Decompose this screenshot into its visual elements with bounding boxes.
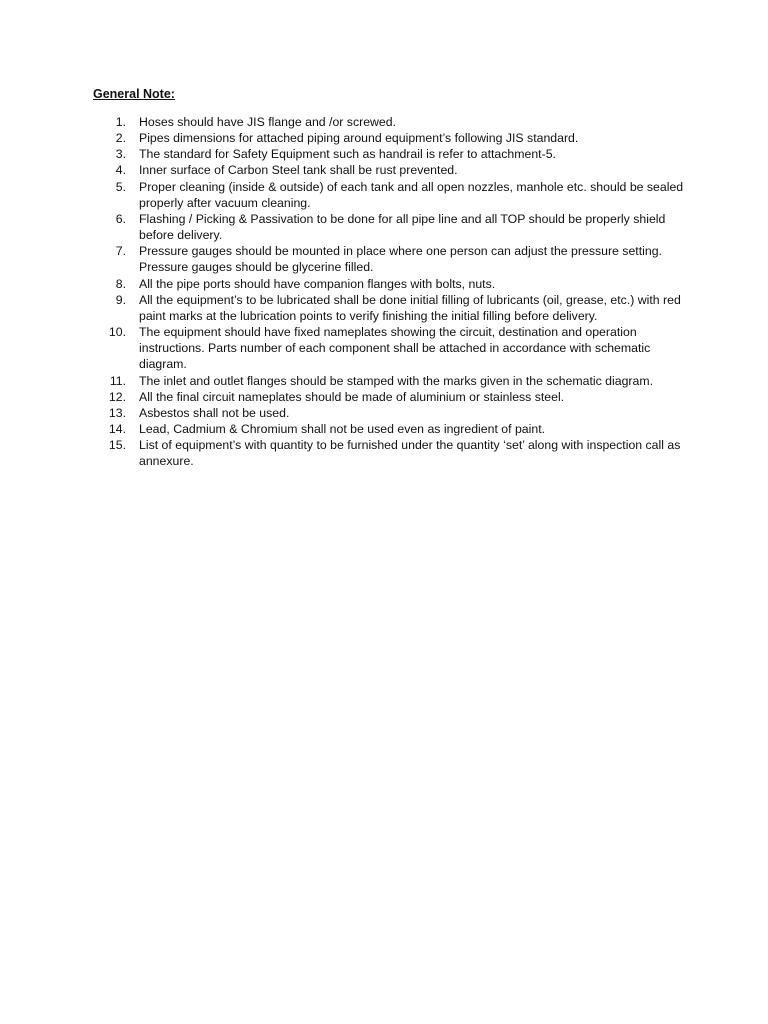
note-item-1: [0, 114, 684, 130]
note-text: Asbestos shall not be used.: [139, 405, 290, 420]
note-text: Hoses should have JIS flange and /or screwed.: [139, 115, 397, 129]
note-text: Pressure gauges should be mounted in place where one person can adjust the pressure setting. Pressure gauges should be glycerine filled.: [139, 244, 662, 275]
note-number: 5.: [115, 179, 126, 194]
note-text: The standard for Safety Equipment such as handrail is refer to attachment-5.: [139, 147, 556, 162]
note-text: The equipment should have fixed nameplates showing the circuit, destination and operation instructions. Parts number of each component shall be attached in accordance with schematic diagram.: [139, 325, 651, 372]
note-item-5: [0, 179, 684, 211]
note-item-10: [0, 324, 684, 372]
note-text: Pipes dimensions for attached piping around equipment’s following JIS standard.: [139, 131, 579, 146]
general-note-heading: General Note:: [93, 87, 175, 101]
note-number: 2.: [115, 131, 126, 146]
note-number: 7.: [115, 244, 126, 259]
note-text: List of equipment’s with quantity to be furnished under the quantity ‘set’ along with inspection call as annexure.: [139, 438, 681, 469]
note-item-13: [0, 405, 684, 421]
note-item-11: [0, 373, 684, 389]
note-number: 3.: [115, 147, 126, 162]
note-text: Inner surface of Carbon Steel tank shall be rust prevented.: [139, 163, 458, 178]
note-number: 8.: [115, 276, 126, 291]
note-number: 4.: [115, 163, 126, 178]
note-item-3: [0, 146, 684, 162]
note-item-12: [0, 389, 684, 405]
note-text: All the pipe ports should have companion flanges with bolts, nuts.: [139, 276, 496, 291]
note-item-2: [0, 130, 684, 146]
note-item-6: [0, 211, 684, 243]
note-number: 14.: [108, 421, 126, 436]
note-text: All the equipment’s to be lubricated shall be done initial filling of lubricants (oil, grease, etc.) with red paint marks at the lubrication points to verify finishing the initial filling before delivery.: [139, 292, 681, 323]
note-item-8: [0, 276, 684, 292]
note-number: 12.: [108, 389, 126, 404]
note-item-7: [0, 243, 684, 275]
note-text: Lead, Cadmium & Chromium shall not be used even as ingredient of paint.: [139, 421, 546, 436]
note-item-15: [0, 437, 684, 469]
note-text: Flashing / Picking & Passivation to be done for all pipe line and all TOP should be properly shield before delivery.: [139, 211, 666, 243]
note-number: 11.: [109, 373, 126, 388]
note-text: Proper cleaning (inside & outside) of each tank and all open nozzles, manhole etc. should be sealed properly after vacuum cleaning.: [139, 179, 684, 210]
note-number: 10.: [108, 325, 126, 340]
note-number: 1.: [115, 115, 126, 129]
note-number: 6.: [115, 211, 126, 226]
note-number: 9.: [115, 292, 126, 307]
note-text: The inlet and outlet flanges should be stamped with the marks given in the schematic diagram.: [139, 373, 654, 388]
note-number: 15.: [108, 438, 126, 453]
note-number: 13.: [108, 405, 126, 420]
note-item-9: [0, 292, 684, 324]
note-item-4: [0, 162, 684, 178]
note-text: All the final circuit nameplates should be made of aluminium or stainless steel.: [139, 389, 565, 404]
notes-list: [0, 114, 700, 469]
note-item-14: [0, 421, 684, 437]
